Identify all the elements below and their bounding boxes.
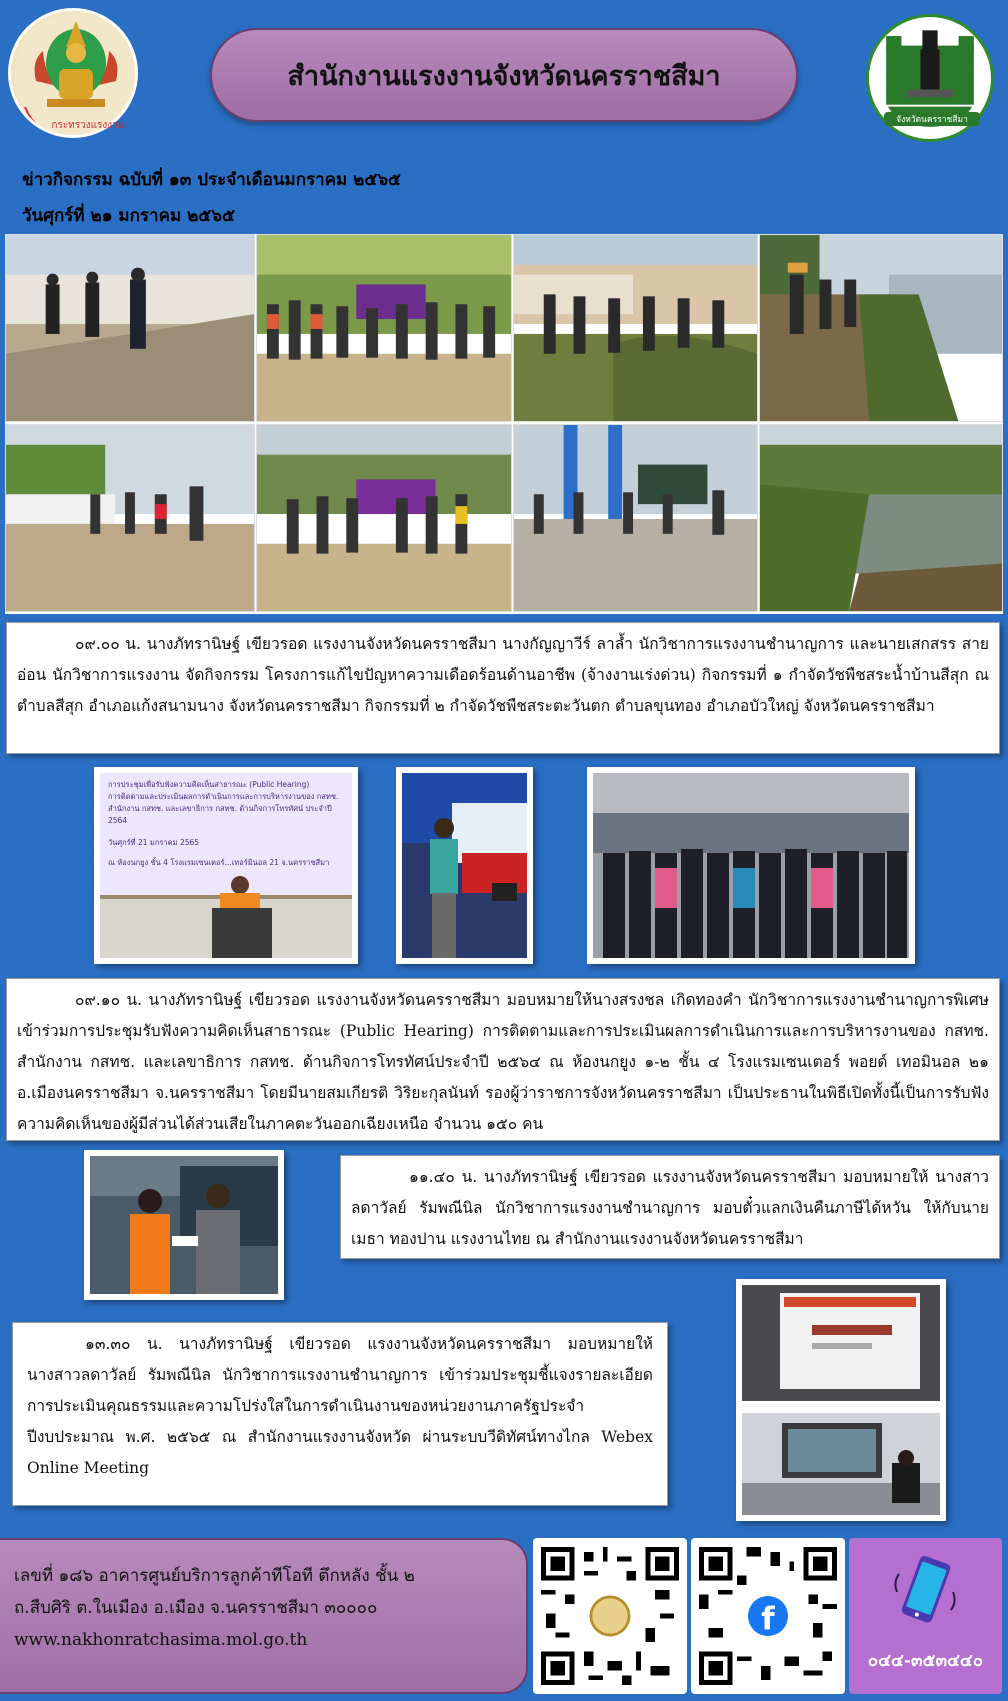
news-item-3	[340, 1155, 1000, 1259]
news-item-4	[12, 1322, 668, 1506]
slide-line-3: สำนักงาน กสทช. และเลขาธิการ กสทช. ด้านกิจการโทรทัศน์ ประจำปี 2564	[108, 804, 332, 825]
news-item-1-text: ๐๙.๐๐ น. นางภัทรานิษฐ์ เขียวรอด แรงงานจังหวัดนครราชสีมา นางกัญญาวีร์ ลาล้ำ นักวิชาการแรงงานชำนาญการ และนายเสกสรร สายอ่อน นักวิชาการแรงงาน จัดกิจกรรม โครงการแก้ไขปัญหาความเดือดร้อนด้านอาชีพ (จ้างงานเร่งด่วน) กิจกรรมที่ ๑ กำจัดวัชพืชสระน้ำบ้านสีสุก ณ ตำบลสีสุก อำเภอแก้งสนามนาง จังหวัดนครราชสีมา กิจกรรมที่ ๒ กำจัดวัชพืชสระตะวันตก ตำบลขุนทอง อำเภอบัวใหญ่ จังหวัดนครราชสีมา	[17, 635, 989, 715]
online-meeting-room-photo	[736, 1407, 946, 1521]
slide-line-5: ณ ห้องนกยูง ชั้น 4 โรงแรมเซนเตอร์...เทอร์มินอล 21 จ.นครราชสีมา	[108, 858, 330, 867]
address-line-2: ถ.สืบศิริ ต.ในเมือง อ.เมือง จ.นครราชสีมา ๓๐๐๐๐	[14, 1598, 378, 1618]
slide-line-4: วันศุกร์ที่ 21 มกราคม 2565	[108, 838, 200, 847]
slide-line-1: การประชุมเพื่อรับฟังความคิดเห็นสาธารณะ (Public Hearing)	[108, 780, 310, 789]
page-title: สำนักงานแรงงานจังหวัดนครราชสีมา	[287, 60, 721, 92]
svg-text:f: f	[761, 1600, 775, 1637]
news-item-3-text: ๑๑.๔๐ น. นางภัทรานิษฐ์ เขียวรอด แรงงานจังหวัดนครราชสีมา มอบหมายให้ นางสาวลดาวัลย์ รัมพณีนิล นักวิชาการแรงงานชำนาญการ มอบตั๋วแลกเงินคืนภาษีได้หวัน ให้กับนายเมธา ทองปาน แรงงานไทย ณ สำนักงานแรงงานจังหวัดนครราชสีมา	[351, 1168, 989, 1248]
news-item-4-text: ๑๓.๓๐ น. นางภัทรานิษฐ์ เขียวรอด แรงงานจังหวัดนครราชสีมา มอบหมายให้ นางสาวลดาวัลย์ รัมพณีนิล นักวิชาการแรงงานชำนาญการ เข้าร่วมประชุมชี้แจงรายละเอียดการประเมินคุณธรรมและความโปร่งใสในการดำเนินงานของหน่วยงานภาครัฐประจำปีงบประมาณ พ.ศ. ๒๕๖๕ ณ สำนักงานแรงงานจังหวัด ผ่านระบบวีดิทัศน์ทางไกล Webex Online Meeting	[27, 1335, 653, 1477]
activity-photo-collage	[5, 234, 1003, 614]
news-item-2	[6, 978, 1000, 1141]
news-item-1	[6, 622, 1000, 754]
page-title-banner	[210, 28, 798, 122]
collage-photo-2	[256, 234, 512, 422]
issue-date: วันศุกร์ที่ ๒๑ มกราคม ๒๕๖๕	[22, 206, 235, 226]
address-line-1: เลขที่ ๑๘๖ อาคารศูนย์บริการลูกค้าทีโอที ตึกหลัง ชั้น ๒	[14, 1566, 415, 1586]
hearing-group-photo	[587, 767, 915, 964]
website-qr-code[interactable]	[533, 1538, 687, 1694]
webex-screen-photo	[736, 1279, 946, 1407]
phone-contact-card	[849, 1538, 1002, 1694]
office-address-block	[0, 1538, 528, 1694]
phone-icon	[891, 1552, 959, 1632]
collage-photo-6	[256, 424, 512, 612]
hearing-participant-photo	[396, 767, 533, 964]
issue-number: ข่าวกิจกรรม ฉบับที่ ๑๓ ประจำเดือนมกราคม ๒๕๖๕	[22, 170, 401, 190]
public-hearing-slide-photo	[94, 767, 358, 964]
collage-photo-5	[5, 424, 255, 612]
tax-refund-handover-photo	[84, 1150, 284, 1300]
collage-photo-4	[759, 234, 1003, 422]
collage-photo-8	[759, 424, 1003, 612]
website-link[interactable]: www.nakhonratchasima.mol.go.th	[14, 1630, 308, 1650]
facebook-qr-code[interactable]	[691, 1538, 845, 1694]
collage-photo-1	[5, 234, 255, 422]
collage-photo-7	[513, 424, 758, 612]
slide-line-2: การติดตามและประเมินผลการดำเนินการและการบริหารงานของ กสทช.	[108, 792, 339, 801]
collage-photo-3	[513, 234, 758, 422]
province-logo-caption: จังหวัดนครราชสีมา	[884, 112, 980, 126]
phone-number[interactable]: ๐๔๔-๓๕๓๔๔๐	[867, 1651, 984, 1671]
ministry-logo-caption: กระทรวงแรงงาน	[51, 120, 125, 131]
news-item-2-text: ๐๙.๑๐ น. นางภัทรานิษฐ์ เขียวรอด แรงงานจังหวัดนครราชสีมา มอบหมายให้นางสรงชล เกิดทองคำ นักวิชาการแรงงานชำนาญการพิเศษ เข้าร่วมการประชุมรับฟังความคิดเห็นสาธารณะ (Public Hearing) การติดตามและการประเมินผลการดำเนินการและการบริหารงานของ กสทช. สำนักงาน กสทช. และเลขาธิการ กสทช. ด้านกิจการโทรทัศน์ประจำปี ๒๕๖๔ ณ ห้องนกยูง ๑-๒ ชั้น ๔ โรงแรมเซนเตอร์ พอยด์ เทอมินอล ๒๑ อ.เมืองนครราชสีมา จ.นครราชสีมา โดยมีนายสมเกียรติ วิริยะกุลนันท์ รองผู้ว่าราชการจังหวัดนครราชสีมา เป็นประธานในพิธีเปิดทั้งนี้เป็นการรับฟังความคิดเห็นของผู้มีส่วนได้ส่วนเสียในภาคตะวันออกเฉียงเหนือ จำนวน ๑๕๐ คน	[17, 991, 989, 1133]
